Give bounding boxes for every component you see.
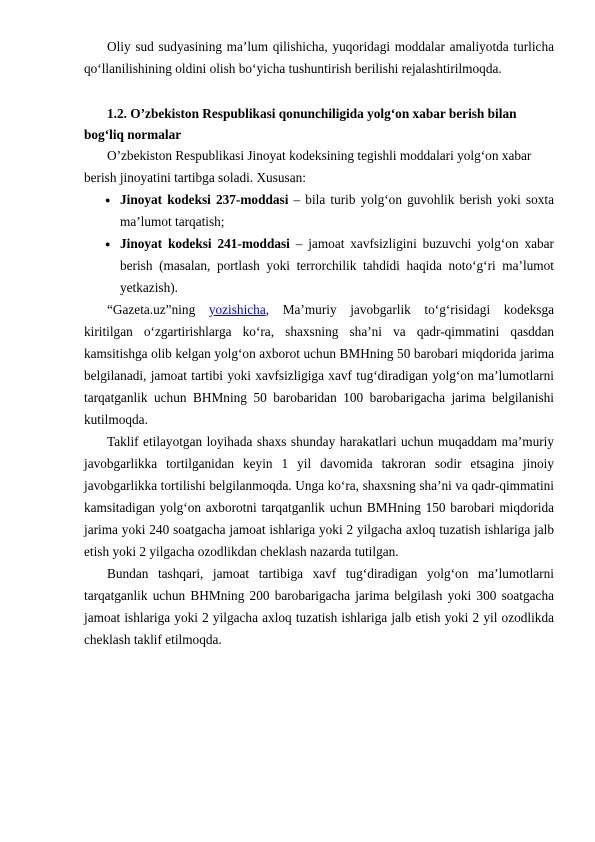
gazeta-text-after: , Ma’muriy javobgarlik to‘g‘risidagi kodeksga kiritilgan o‘zgartirishlarga ko‘ra, shaxsning sha’ni va qadr-qimmatini qasddan kamsitishga olib kelgan yolg‘on axborot uchun BMHning 50 barobari miqdorida jarima belgilanadi, jamoat tartibi yoki xavfsizligiga xavf tug‘diradigan yolg‘on ma’lumotlarni tarqatganlik uchun BHMning 50 barobaridan 100 barobarigacha jarima belgilanishi kutilmoqda.: [84, 302, 555, 427]
gazeta-text-before: “Gazeta.uz”ning: [107, 302, 209, 317]
bullet-icon: ●: [105, 195, 111, 205]
paragraph-supreme-court: Oliy sud sudyasining ma’lum qilishicha, yuqoridagi moddalar amaliyotda turlicha qo‘llanilishining oldini olish bo‘yicha tushuntirish berilishi rejalashtirilmoqda.: [84, 39, 554, 76]
section-heading: 1.2. O’zbekiston Respublikasi qonunchiligida yolg‘on xabar berish bilan bog‘liq normalar: [84, 106, 517, 142]
bullet-bold-label: Jinoyat kodeksi 241-moddasi: [120, 236, 290, 251]
paragraph-additional: Bundan tashqari, jamoat tartibiga xavf tug‘diradigan yolg‘on ma’lumotlarni tarqatganlik uchun BHMning 200 barobarigacha jarima belgilash yoki 300 soatgacha jamoat ishlariga yoki 2 yilgacha axloq tuzatish ishlariga jalb etish yoki 2 yil ozodlikda cheklash taklif etilmoqda.: [84, 566, 554, 647]
paragraph-proposal: Taklif etilayotgan loyihada shaxs shunday harakatlari uchun muqaddam ma’muriy javobgarlikka tortilganidan keyin 1 yil davomida takroran sodir etsagina jinoiy javobgarlikka tortilishi belgilanmoqda. Unga ko‘ra, shaxsning sha’ni va qadr-qimmatini kamsitadigan yolg‘on axborotni tarqatganlik uchun BMHning 150 barobari miqdorida jarima yoki 240 soatgacha jamoat ishlariga yoki 2 yilgacha axloq tuzatish ishlariga jalb etish yoki 2 yilgacha ozodlikdan cheklash nazarda tutilgan.: [84, 434, 554, 559]
bullet-bold-label: Jinoyat kodeksi 237-moddasi: [120, 192, 289, 207]
paragraph-intro: O’zbekiston Respublikasi Jinoyat kodeksining tegishli moddalari yolg‘on xabar berish jinoyatini tartibga soladi. Xususan:: [84, 148, 532, 185]
paragraph-gazeta: [84, 299, 554, 431]
bullet-text: – bila turib yolg‘on guvohlik berish yoki soxta ma’lumot tarqatish;: [120, 192, 554, 229]
spacer: [84, 80, 554, 102]
bullet-text: – jamoat xavfsizligini buzuvchi yolg‘on xabar berish (masalan, portlash yoki terrorchilik tahdidi haqida noto‘g‘ri ma’lumot yetkazish).: [120, 236, 554, 295]
bullet-icon: ●: [105, 239, 111, 249]
bullet-item-237: [84, 189, 554, 233]
source-link[interactable]: yozishicha: [208, 302, 266, 317]
document-page: [84, 36, 554, 651]
bullet-item-241: [84, 233, 554, 299]
